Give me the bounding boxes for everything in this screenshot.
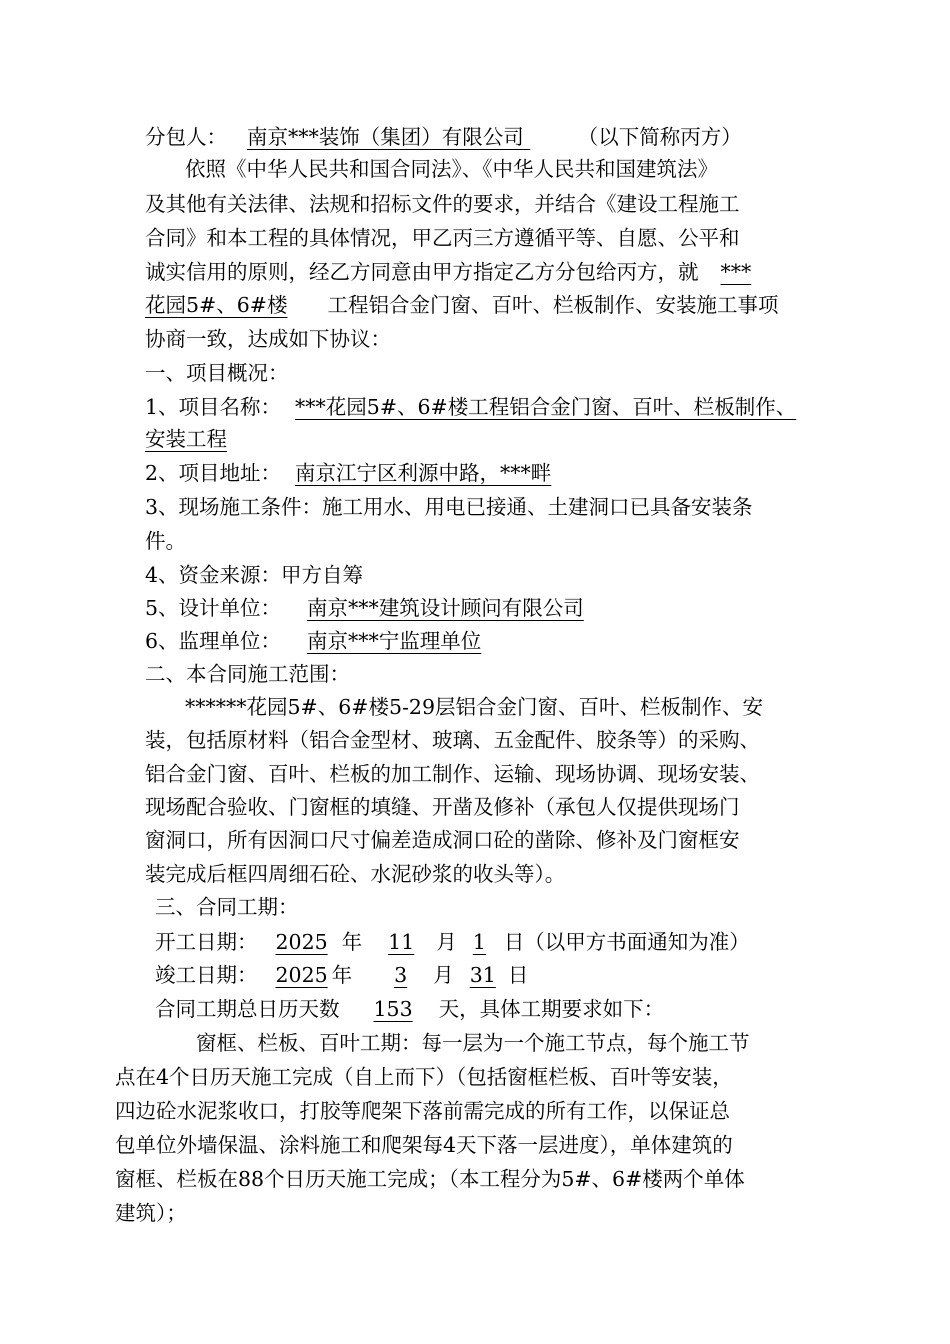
scope-line-2: 装，包括原材料（铝合金型材、玻璃、五金配件、胶条等）的采购、 (145, 728, 760, 752)
subcontractor-company: 南京***装饰（集团）有限公司 (247, 125, 524, 149)
subcontractor-label: 分包人： (145, 125, 227, 149)
schedule-line-5: 窗框、栏板在88个日历天施工完成；（本工程分为5#、6#楼两个单体 (115, 1167, 745, 1191)
start-date-line: 开工日期： 2025 年 11 月 1 日（以甲方书面通知为准） (155, 930, 750, 954)
section1-heading: 一、项目概况： (145, 361, 289, 385)
supervision-unit-value: 南京***宁监理单位 (307, 629, 482, 653)
project-name-line: 1、项目名称： ***花园5#、6#楼工程铝合金门窗、百叶、栏板制作、 (145, 395, 797, 419)
intro-line-5: 花园5#、6#楼 工程铝合金门窗、百叶、栏板制作、安装施工事项 (145, 293, 779, 317)
project-address-line: 2、项目地址： 南京江宁区利源中路，***畔 (145, 461, 552, 485)
intro-line-6: 协商一致，达成如下协议： (145, 327, 391, 351)
section2-heading: 二、本合同施工范围： (145, 662, 350, 686)
supervision-unit-line: 6、监理单位： 南京***宁监理单位 (145, 629, 482, 653)
scope-line-4: 现场配合验收、门窗框的填缝、开凿及修补（承包人仅提供现场门 (145, 795, 740, 819)
section3-heading: 三、合同工期： (155, 895, 299, 919)
total-days: 153 (373, 997, 413, 1021)
schedule-line-6: 建筑）； (115, 1201, 187, 1225)
end-year: 2025 (275, 963, 328, 987)
intro-line-1: 依照《中华人民共和国合同法》、《中华人民共和国建筑法》 (185, 157, 718, 181)
intro-line-2: 及其他有关法律、法规和招标文件的要求，并结合《建设工程施工 (145, 192, 740, 216)
scope-line-6: 装完成后框四周细石砼、水泥砂浆的收头等）。 (145, 862, 566, 886)
project-name-value: ***花园5#、6#楼工程铝合金门窗、百叶、栏板制作、 (295, 395, 797, 419)
site-conditions-line-2: 件。 (145, 529, 186, 553)
project-address-value: 南京江宁区利源中路，***畔 (295, 461, 552, 485)
start-day: 1 (472, 930, 486, 954)
scope-line-3: 铝合金门窗、百叶、栏板的加工制作、运输、现场协调、现场安装、 (145, 762, 760, 786)
subcontractor-suffix: （以下简称丙方） (577, 125, 742, 149)
site-conditions-line-1: 3、现场施工条件：施工用水、用电已接通、土建洞口已具备安装条 (145, 495, 753, 519)
scope-line-1: ******花园5#、6#楼5-29层铝合金门窗、百叶、栏板制作、安 (185, 695, 763, 719)
end-day: 31 (469, 963, 496, 987)
project-name-line-2: 安装工程 (145, 427, 227, 451)
schedule-line-3: 四边砼水泥浆收口，打胶等爬架下落前需完成的所有工作，以保证总 (115, 1099, 730, 1123)
end-date-line: 竣工日期： 2025 年 3 月 31 日 (155, 963, 529, 987)
intro-project-prefix: *** (720, 260, 752, 284)
start-month: 11 (388, 930, 415, 954)
design-unit-line: 5、设计单位： 南京***建筑设计顾问有限公司 (145, 596, 584, 620)
schedule-line-4: 包单位外墙保温、涂料施工和爬架每4天下落一层进度），单体建筑的 (115, 1133, 733, 1157)
intro-line-4: 诚实信用的原则，经乙方同意由甲方指定乙方分包给丙方，就 *** (145, 260, 752, 284)
design-unit-value: 南京***建筑设计顾问有限公司 (307, 596, 584, 620)
schedule-line-1: 窗框、栏板、百叶工期：每一层为一个施工节点，每个施工节 (196, 1031, 750, 1055)
funding-source-line: 4、资金来源：甲方自筹 (145, 563, 364, 587)
schedule-line-2: 点在4个日历天施工完成（自上而下）（包括窗框栏板、百叶等安装， (115, 1065, 733, 1089)
end-month: 3 (394, 963, 408, 987)
intro-project-name: 花园5#、6#楼 (145, 293, 288, 317)
subcontractor-line (145, 120, 742, 154)
scope-line-5: 窗洞口，所有因洞口尺寸偏差造成洞口砼的凿除、修补及门窗框安 (145, 828, 740, 852)
start-year: 2025 (275, 930, 328, 954)
intro-line-3: 合同》和本工程的具体情况，甲乙丙三方遵循平等、自愿、公平和 (145, 226, 740, 250)
total-days-line: 合同工期总日历天数 153 天，具体工期要求如下： (155, 997, 665, 1021)
